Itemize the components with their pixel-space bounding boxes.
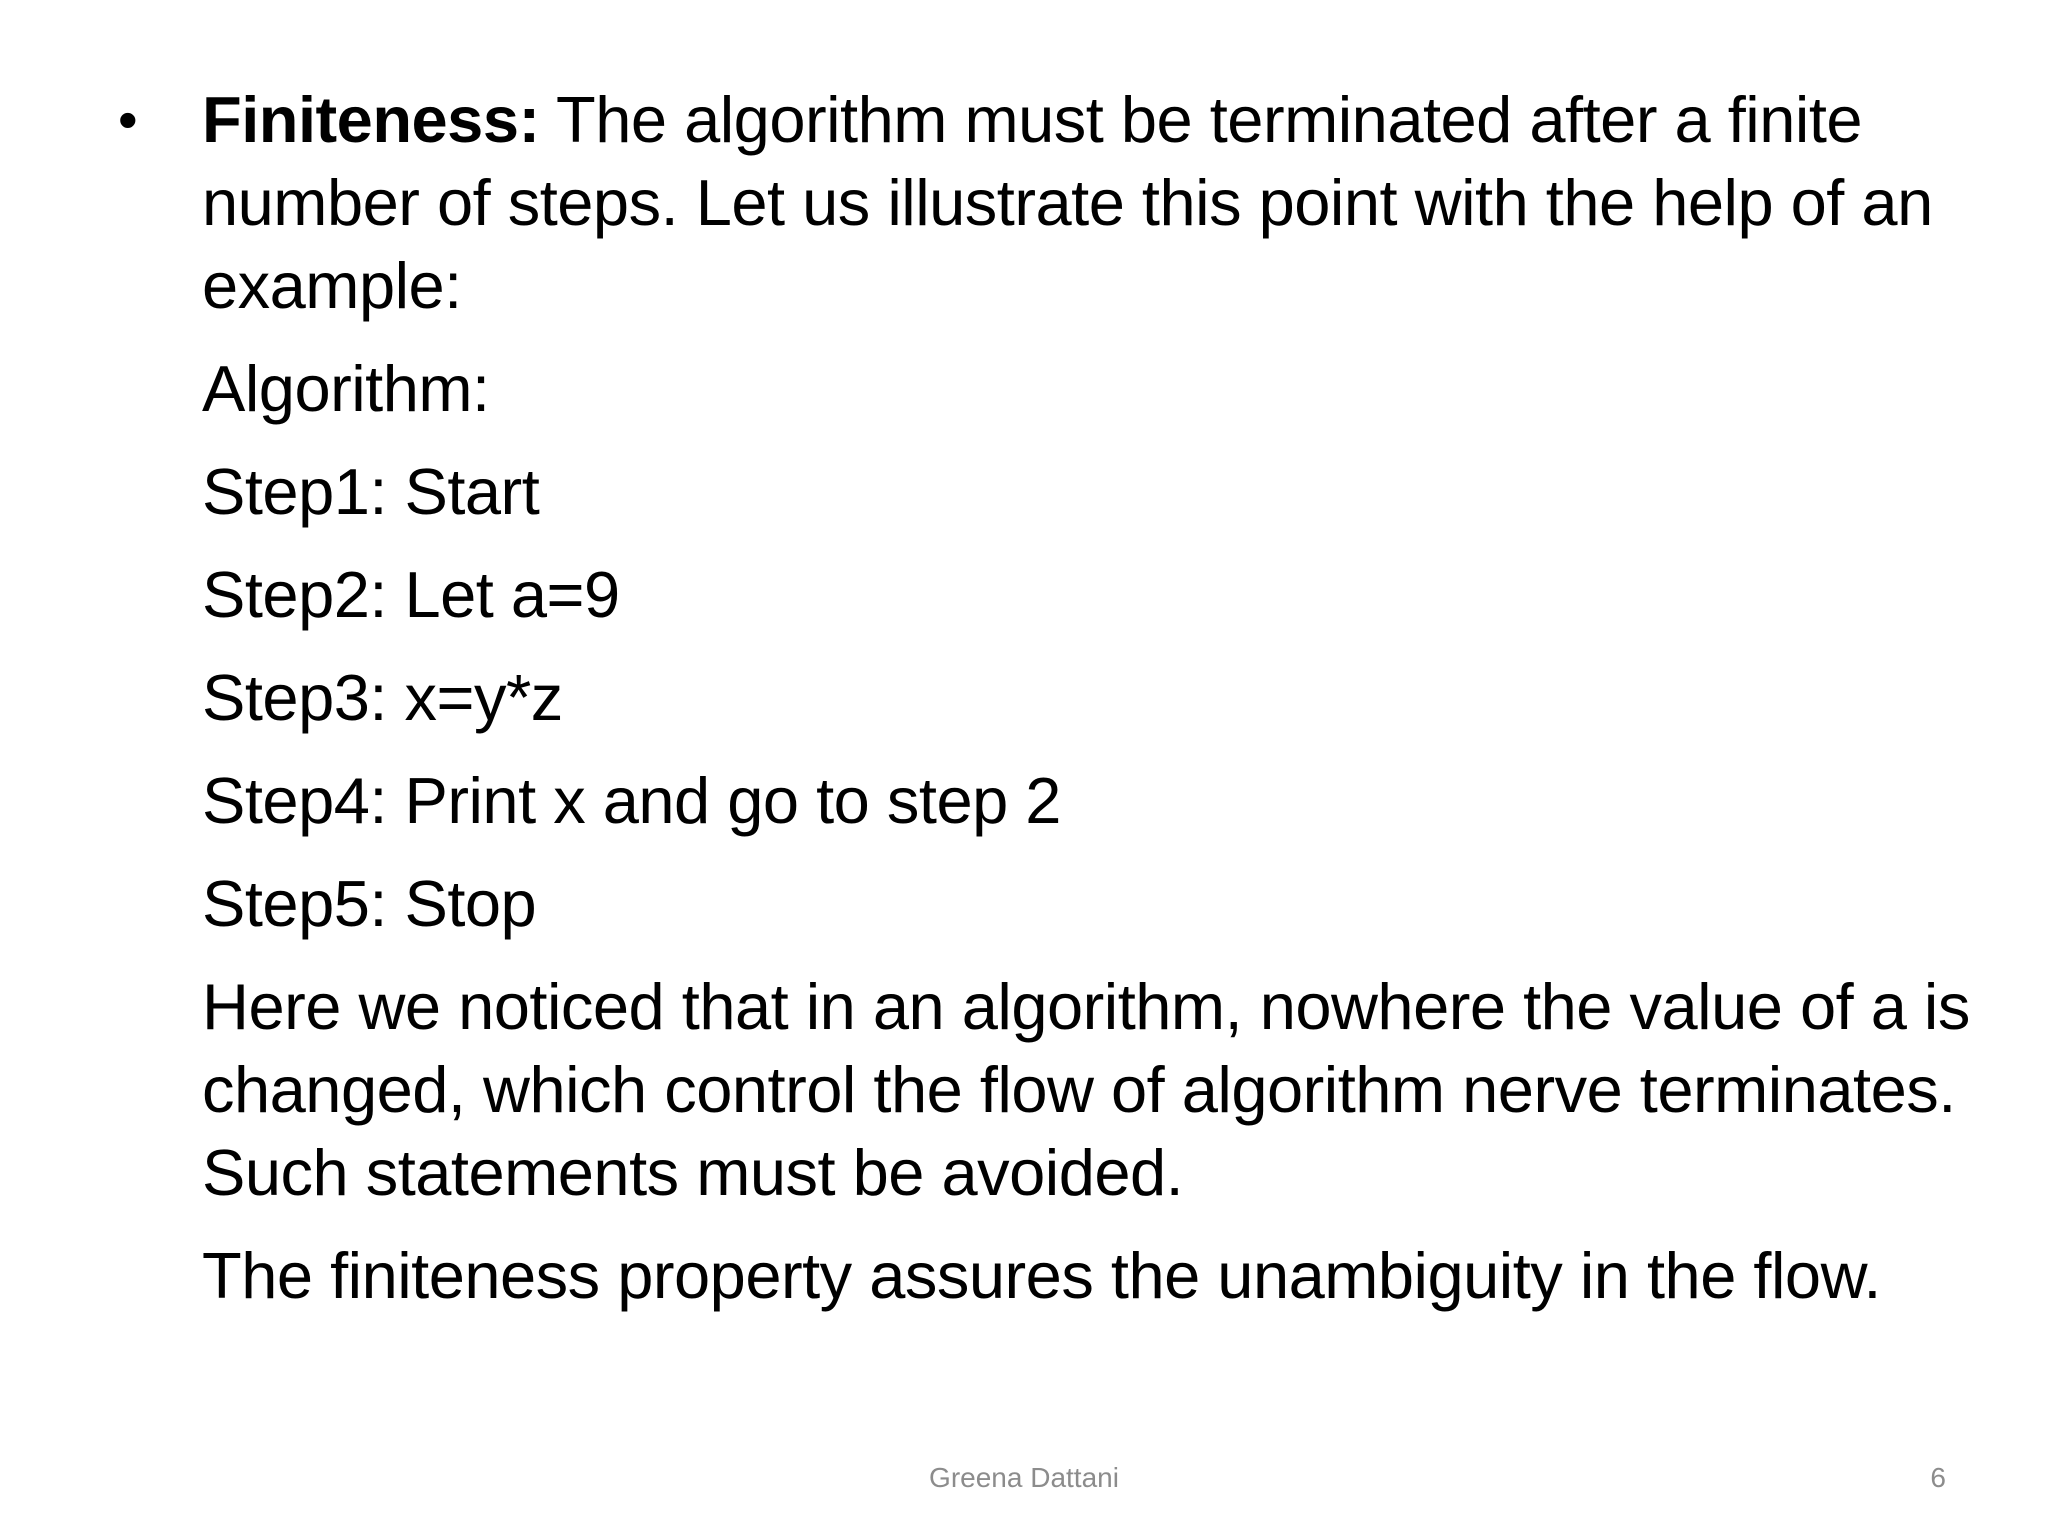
slide-body (118, 78, 1992, 1337)
algorithm-step-3: Step3: x=y*z (202, 661, 563, 734)
definition-text: The algorithm must be terminated after a finite number of steps. Let us illustrate this point with the help of an example: (202, 83, 1933, 322)
bullet-icon: • (118, 88, 138, 151)
definition-term: Finiteness: (202, 83, 540, 156)
definition-paragraph (118, 78, 1992, 327)
algorithm-step-2: Step2: Let a=9 (202, 558, 620, 631)
algorithm-step-4: Step4: Print x and go to step 2 (202, 764, 1061, 837)
footer-author: Greena Dattani (929, 1462, 1119, 1493)
conclusion-paragraph: The finiteness property assures the unambiguity in the flow. (202, 1239, 1881, 1312)
algorithm-step-1: Step1: Start (202, 455, 540, 528)
page-number: 6 (1930, 1462, 1946, 1493)
algorithm-step-5: Step5: Stop (202, 867, 537, 940)
algorithm-heading: Algorithm: (202, 352, 490, 425)
explanation-paragraph: Here we noticed that in an algorithm, nowhere the value of a is changed, which control the flow of algorithm nerve terminates. Such statements must be avoided. (202, 970, 1970, 1209)
